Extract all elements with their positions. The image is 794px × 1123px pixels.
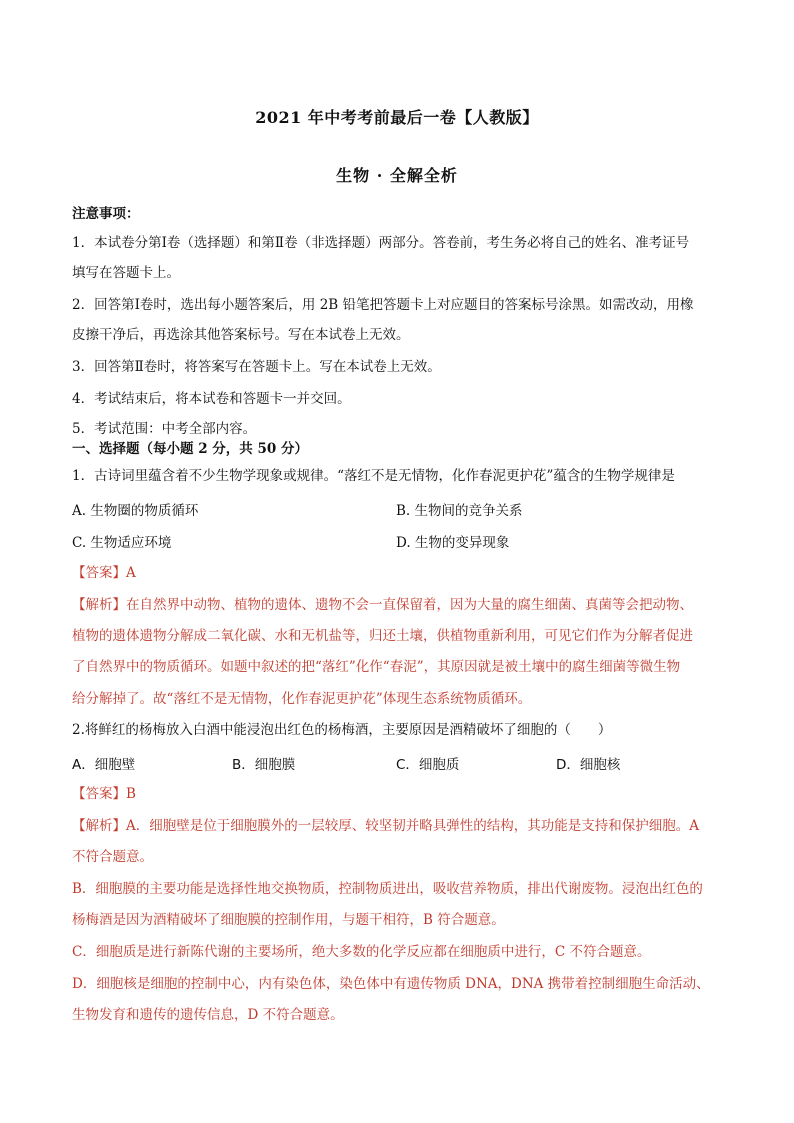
page-subtitle: 生物 · 全解全析 [336, 166, 458, 185]
q2-analysis-line: B．细胞膜的主要功能是选择性地交换物质，控制物质进出，吸收营养物质，排出代谢废物。浸泡出红色的 [72, 881, 703, 897]
q1-answer: 【答案】A [72, 565, 136, 581]
question-2-stem: 2.将鲜红的杨梅放入白酒中能浸泡出红色的杨梅酒，主要原因是酒精破坏了细胞的（ ） [72, 722, 612, 738]
notice-item: 2．回答第Ⅰ卷时，选出每小题答案后，用 2B 铅笔把答题卡上对应题目的答案标号涂黑。如需改动，用橡 [72, 297, 694, 313]
notice-item: 皮擦干净后，再选涂其他答案标号。写在本试卷上无效。 [72, 327, 410, 343]
q1-analysis-line: 植物的遗体遗物分解成二氧化碳、水和无机盐等，归还土壤，供植物重新利用，可见它们作为分解者促进 [72, 628, 693, 644]
notice-item: 填写在答题卡上。 [72, 265, 180, 281]
notice-item: 4．考试结束后，将本试卷和答题卡一并交回。 [72, 391, 351, 407]
q1-analysis-line: 给分解掉了。故“落红不是无情物，化作春泥更护花”体现生态系统物质循环。 [72, 691, 532, 707]
q2-option-a: A．细胞壁 [72, 757, 136, 773]
q2-analysis-line: 【解析】A．细胞壁是位于细胞膜外的一层较厚、较坚韧并略具弹性的结构，其功能是支持和保护细胞。A [72, 818, 699, 834]
q1-analysis-line: 了自然界中的物质循环。如题中叙述的把“落红”化作“春泥”，其原因就是被土壤中的腐生细菌等微生物 [72, 659, 681, 675]
q2-option-c: C．细胞质 [396, 757, 460, 773]
section-heading: 一、选择题（每小题 2 分，共 50 分） [72, 441, 308, 457]
notice-heading: 注意事项： [72, 206, 140, 222]
q2-analysis-line: D．细胞核是细胞的控制中心，内有染色体，染色体中有遗传物质 DNA，DNA 携带着控制细胞生命活动、 [72, 976, 710, 992]
page-title: 2021 年中考考前最后一卷【人教版】 [255, 108, 539, 127]
q2-analysis-line: 不符合题意。 [72, 849, 153, 865]
q2-analysis-line: C．细胞质是进行新陈代谢的主要场所，绝大多数的化学反应都在细胞质中进行，C 不符合题意。 [72, 944, 651, 960]
q2-analysis-line: 生物发育和遗传的遗传信息，D 不符合题意。 [72, 1007, 344, 1023]
q2-analysis-line: 杨梅酒是因为酒精破坏了细胞膜的控制作用，与题干相符，B 符合题意。 [72, 912, 505, 928]
q2-option-b: B．细胞膜 [232, 757, 296, 773]
question-1-stem: 1．古诗词里蕴含着不少生物学现象或规律。“落红不是无情物，化作春泥更护花”蕴含的生物学规律是 [72, 468, 675, 484]
notice-item: 3．回答第Ⅱ卷时，将答案写在答题卡上。写在本试卷上无效。 [72, 359, 441, 375]
notice-item: 1．本试卷分第Ⅰ卷（选择题）和第Ⅱ卷（非选择题）两部分。答卷前，考生务必将自己的姓名、准考证号 [72, 235, 690, 251]
q1-option-b: B. 生物间的竞争关系 [396, 503, 523, 519]
q1-option-a: A. 生物圈的物质循环 [72, 503, 199, 519]
q2-answer: 【答案】B [72, 786, 136, 802]
notice-item: 5．考试范围：中考全部内容。 [72, 421, 257, 437]
q1-option-c: C. 生物适应环境 [72, 535, 172, 551]
q1-analysis-line: 【解析】在自然界中动物、植物的遗体、遗物不会一直保留着，因为大量的腐生细菌、真菌等会把动物、 [72, 597, 693, 613]
q1-option-d: D. 生物的变异现象 [396, 535, 510, 551]
q2-option-d: D．细胞核 [556, 757, 621, 773]
